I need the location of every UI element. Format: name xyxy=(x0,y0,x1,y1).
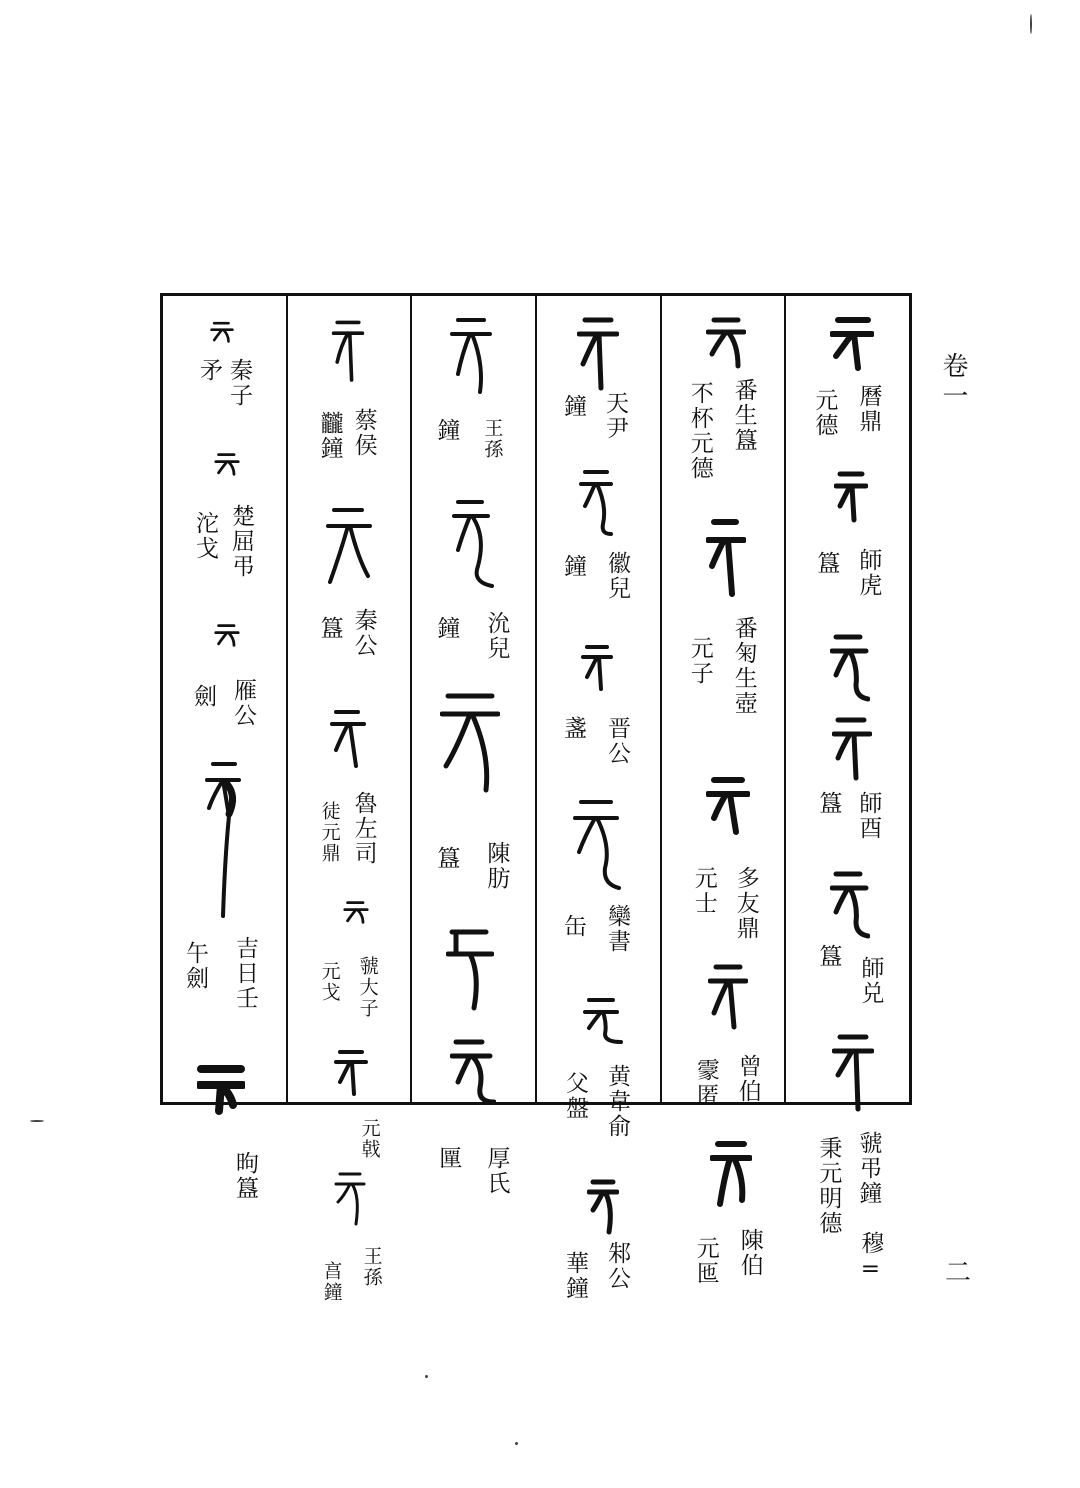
source-name: 師酉 xyxy=(855,791,882,841)
source-name: 曾伯 xyxy=(734,1054,761,1104)
inscription-text: 龖鐘 xyxy=(316,411,343,461)
glyph-c3-5 xyxy=(583,994,625,1046)
glyph-c5-2 xyxy=(324,504,374,588)
inscription-text: 鐘 xyxy=(560,554,587,579)
inscription-text: 簋 xyxy=(316,616,343,641)
inscription-text: 矛 xyxy=(196,358,222,383)
glyph-c4-4 xyxy=(446,924,494,1012)
source-name: 虢弔鐘 xyxy=(855,1131,882,1206)
scan-speck xyxy=(425,1375,428,1378)
source-name: 邾公 xyxy=(604,1241,631,1291)
source-name: 吉日壬 xyxy=(232,936,258,1011)
inscription-text: 父盤 xyxy=(562,1071,589,1121)
glyph-c4-2 xyxy=(452,496,496,592)
source-name: 曆鼎 xyxy=(855,384,882,434)
glyph-c4-1 xyxy=(450,314,492,396)
inscription-text: 簋 xyxy=(813,551,840,576)
source-name: 徽兒 xyxy=(604,551,631,601)
column-4 xyxy=(412,296,537,1196)
inscription-text: 缶 xyxy=(560,914,587,939)
glyph-c3-6 xyxy=(587,1176,619,1236)
source-name: 雁公 xyxy=(230,678,256,728)
inscription-text: 徒元鼎 xyxy=(318,801,341,864)
inscription-text: 元士 xyxy=(690,866,717,916)
scan-speck xyxy=(1030,14,1032,34)
glyph-c2-1 xyxy=(706,314,746,370)
glyph-c2-2 xyxy=(706,516,746,598)
glyph-c1-2 xyxy=(834,468,868,524)
inscription-text: 匰 xyxy=(435,1146,462,1171)
character-table xyxy=(160,293,912,1303)
glyph-c2-5 xyxy=(710,1138,752,1208)
source-name: 師兑 xyxy=(857,956,884,1006)
source-name: 天尹 xyxy=(602,391,629,441)
column-1 xyxy=(786,296,909,1284)
source-name: 沇兒 xyxy=(483,611,510,661)
glyph-c4-5 xyxy=(450,1036,496,1108)
page-number: 二 xyxy=(945,1258,972,1288)
inscription-text: 元匜 xyxy=(692,1236,719,1286)
inscription-text: 簋 xyxy=(815,791,842,816)
source-name: 多友鼎 xyxy=(732,866,759,941)
glyph-c2-3 xyxy=(706,774,750,836)
inscription-text: 元戈 xyxy=(318,961,341,1003)
scan-speck xyxy=(515,1442,518,1445)
source-name: 秦公 xyxy=(350,608,377,658)
inscription-text: 華鐘 xyxy=(562,1251,589,1301)
inscription-text: 劍 xyxy=(190,684,216,709)
inscription-text: 鐘 xyxy=(433,418,460,443)
source-name: 蔡侯 xyxy=(350,408,377,458)
inscription-text: 盞 xyxy=(560,716,587,741)
inscription-text: 秉元明德 xyxy=(815,1136,842,1236)
source-name: 番生簋 xyxy=(730,378,757,453)
source-name: 王孫 xyxy=(360,1246,383,1288)
glyph-c1-4 xyxy=(832,714,872,782)
inscription-text: 簋 xyxy=(815,944,842,969)
inscription-note: 穆= xyxy=(857,1231,884,1284)
source-name: 番匊生壺 xyxy=(730,616,757,716)
glyph-c5-1 xyxy=(330,314,366,392)
source-name: 陳肪 xyxy=(483,841,510,891)
source-name: 王孫 xyxy=(481,418,504,460)
column-5 xyxy=(288,296,413,1303)
glyph-c1-3 xyxy=(830,631,870,703)
glyph-c6-2 xyxy=(213,448,241,478)
glyph-c3-2 xyxy=(579,466,615,538)
glyph-c1-5 xyxy=(830,868,870,940)
source-name: 元戟 xyxy=(358,1118,381,1160)
inscription-text: 沱戈 xyxy=(192,511,218,561)
source-name: 厚氏 xyxy=(483,1146,510,1196)
glyph-c6-1 xyxy=(209,318,235,344)
inscription-text: 鐘 xyxy=(560,394,587,419)
inscription-text: 元德 xyxy=(811,388,838,438)
glyph-c2-4 xyxy=(708,961,748,1033)
glyph-c3-1 xyxy=(577,314,619,392)
glyph-c1-1 xyxy=(830,314,874,372)
column-3 xyxy=(537,296,662,1301)
glyph-c5-5 xyxy=(334,1046,368,1098)
column-6 xyxy=(163,296,288,1201)
glyph-c5-3 xyxy=(330,706,366,770)
inscription-text: 鐘 xyxy=(433,616,460,641)
source-name: 晋公 xyxy=(604,716,631,766)
inscription-text: 簋 xyxy=(433,846,460,871)
source-name: 楚屈弔 xyxy=(228,504,254,579)
source-name: 師虎 xyxy=(855,548,882,598)
source-name: 欒書 xyxy=(604,904,631,954)
source-name: 黄韋俞 xyxy=(604,1064,631,1139)
glyph-c4-3 xyxy=(440,690,500,796)
glyph-c6-4 xyxy=(203,756,243,926)
glyph-c5-4 xyxy=(342,894,370,928)
inscription-text: 不杯元德 xyxy=(686,381,713,481)
inscription-text: 元子 xyxy=(686,636,713,686)
glyph-c6-5 xyxy=(197,1061,245,1117)
glyph-c3-3 xyxy=(581,641,613,693)
inscription-text: 霥匿 xyxy=(692,1058,719,1108)
source-name: 虢大子 xyxy=(356,956,379,1019)
glyph-c6-3 xyxy=(213,616,241,652)
inscription-text: 亯鐘 xyxy=(320,1261,343,1303)
source-name: 秦子 xyxy=(226,358,252,408)
source-name: 昫簋 xyxy=(232,1151,258,1201)
source-name: 魯左司 xyxy=(350,791,377,866)
scan-speck xyxy=(30,1120,44,1122)
column-2 xyxy=(662,296,787,1286)
glyph-c5-6 xyxy=(334,1168,368,1226)
glyph-c3-4 xyxy=(573,796,621,892)
inscription-text: 午劍 xyxy=(182,941,208,991)
volume-label: 卷一 xyxy=(938,352,968,412)
source-name: 陳伯 xyxy=(736,1228,763,1278)
glyph-c1-6 xyxy=(832,1031,874,1113)
